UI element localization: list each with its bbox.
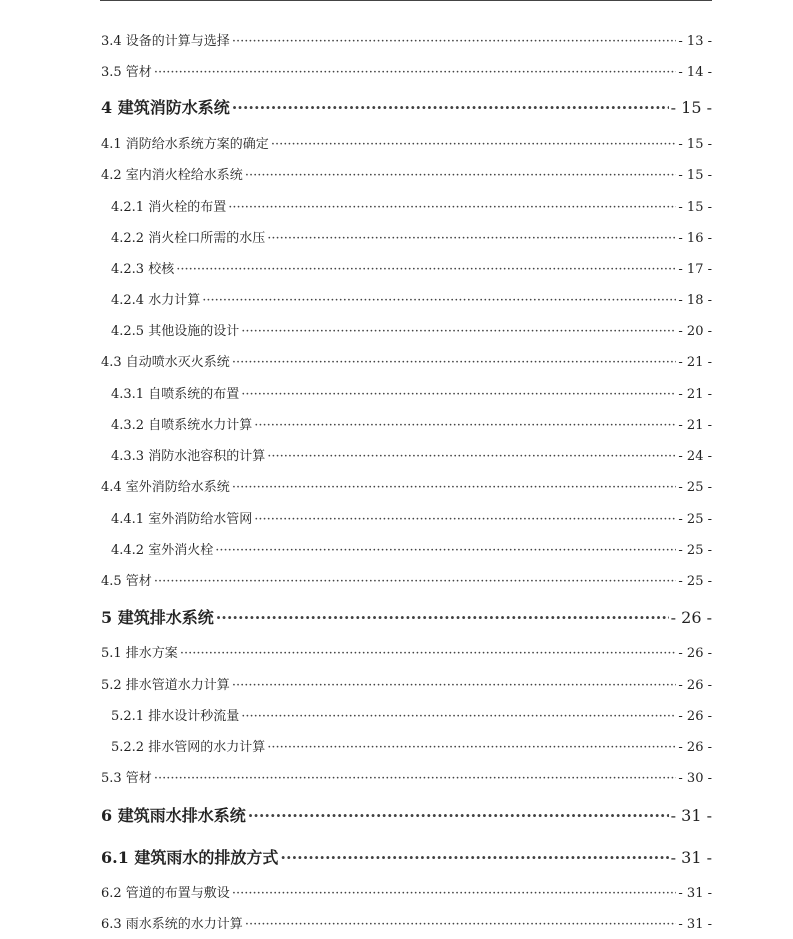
toc-entry-page: - 15 - [678,137,712,152]
toc-entry[interactable] [111,258,712,277]
toc-entry-page: - 15 - [678,200,712,215]
toc-entry-label: 4.2 室内消火栓给水系统 [101,168,243,183]
toc-entry-page: - 26 - [678,709,712,724]
dot-leader [232,886,677,901]
toc-entry-label: 6.2 管道的布置与敷设 [101,886,230,901]
dot-leader [245,168,677,183]
toc-entry-page: - 30 - [678,771,712,786]
dot-leader [254,512,676,527]
toc-entry[interactable] [101,767,712,786]
toc-entry[interactable] [111,445,712,464]
toc-entry-label: 4.3.3 消防水池容积的计算 [111,449,266,464]
toc-entry-label: 4 建筑消防水系统 [101,98,230,117]
toc-entry-page: - 18 - [678,293,712,308]
toc-entry[interactable] [101,61,712,80]
dot-leader [267,740,676,755]
toc-entry-label: 4.3 自动喷水灭火系统 [101,355,230,370]
toc-entry-label: 5.2.1 排水设计秒流量 [111,709,240,724]
toc-entry-label: 6 建筑雨水排水系统 [101,806,246,825]
dot-leader [232,355,677,370]
dot-leader [202,293,676,308]
toc-entry-label: 6.1 建筑雨水的排放方式 [101,848,279,867]
dot-leader [176,262,676,277]
toc-entry-page: - 21 - [678,387,712,402]
toc-entry-page: - 25 - [678,480,712,495]
toc-entry[interactable] [101,882,712,901]
toc-entry[interactable] [101,164,712,183]
toc-entry-page: - 31 - [678,886,712,901]
toc-entry-label: 4.2.2 消火栓口所需的水压 [111,231,266,246]
toc-entry-page: - 21 - [678,355,712,370]
dot-leader [271,137,677,152]
toc-entry[interactable] [101,133,712,152]
toc-entry[interactable] [111,320,712,339]
toc-entry[interactable] [111,227,712,246]
toc-entry-label: 5.2 排水管道水力计算 [101,678,230,693]
toc-entry[interactable] [101,30,712,49]
toc-entry-label: 4.4.1 室外消防给水管网 [111,512,253,527]
dot-leader [228,200,676,215]
top-rule [100,0,712,1]
toc-entry-label: 4.3.1 自喷系统的布置 [111,387,240,402]
toc-entry-page: - 16 - [678,231,712,246]
dot-leader [280,848,668,867]
toc-entry[interactable] [111,289,712,308]
toc-entry[interactable] [101,351,712,370]
toc-entry-page: - 20 - [678,324,712,339]
toc-entry-page: - 26 - [670,608,712,627]
dot-leader [232,98,669,117]
toc-entry-page: - 21 - [678,418,712,433]
toc-chapter-entry[interactable] [101,605,712,628]
toc-entry-page: - 26 - [678,646,712,661]
dot-leader [267,231,676,246]
toc-entry-page: - 31 - [670,848,712,867]
toc-entry-label: 4.1 消防给水系统方案的确定 [101,137,269,152]
dot-leader [267,449,676,464]
toc-entry-page: - 25 - [678,543,712,558]
dot-leader [216,608,669,627]
toc-entry-label: 4.2.4 水力计算 [111,293,201,308]
toc-entry-label: 5.1 排水方案 [101,646,178,661]
toc-entry[interactable] [111,508,712,527]
toc-entry-page: - 15 - [670,98,712,117]
toc-chapter-entry[interactable] [101,95,712,118]
toc-entry-label: 4.2.3 校核 [111,262,175,277]
toc-entry-page: - 31 - [678,917,712,932]
toc-entry-page: - 26 - [678,740,712,755]
toc-entry-page: - 26 - [678,678,712,693]
dot-leader [232,480,677,495]
toc-entry[interactable] [111,414,712,433]
toc-entry-label: 4.4 室外消防给水系统 [101,480,230,495]
toc-entry-label: 4.5 管材 [101,574,152,589]
toc-entry[interactable] [111,383,712,402]
toc-entry-page: - 31 - [670,806,712,825]
toc-entry[interactable] [111,705,712,724]
toc-entry-label: 4.4.2 室外消火栓 [111,543,214,558]
dot-leader [154,771,677,786]
toc-entry-page: - 17 - [678,262,712,277]
toc-entry[interactable] [111,196,712,215]
toc-entry-label: 4.2.5 其他设施的设计 [111,324,240,339]
dot-leader [254,418,676,433]
dot-leader [241,387,676,402]
toc-entry[interactable] [101,913,712,932]
dot-leader [215,543,676,558]
toc-entry-page: - 14 - [678,65,712,80]
toc-entry-label: 5 建筑排水系统 [101,608,214,627]
toc-entry-page: - 25 - [678,574,712,589]
toc-entry-page: - 13 - [678,34,712,49]
toc-chapter-entry[interactable] [101,803,712,826]
toc-entry[interactable] [101,476,712,495]
toc-entry[interactable] [101,642,712,661]
toc-entry-label: 5.2.2 排水管网的水力计算 [111,740,266,755]
toc-entry-label: 4.3.2 自喷系统水力计算 [111,418,253,433]
toc-entry-label: 3.4 设备的计算与选择 [101,34,230,49]
toc-entry-page: - 15 - [678,168,712,183]
toc-entry-label: 3.5 管材 [101,65,152,80]
toc-entry-page: - 25 - [678,512,712,527]
toc-entry[interactable] [101,570,712,589]
dot-leader [154,574,677,589]
dot-leader [248,806,669,825]
dot-leader [241,709,676,724]
toc-entry-label: 4.2.1 消火栓的布置 [111,200,227,215]
dot-leader [154,65,677,80]
dot-leader [232,34,677,49]
dot-leader [241,324,676,339]
toc-entry[interactable] [111,539,712,558]
dot-leader [245,917,677,932]
toc-entry-label: 5.3 管材 [101,771,152,786]
dot-leader [232,678,677,693]
toc-entry[interactable] [111,736,712,755]
toc-chapter-entry[interactable] [101,845,712,868]
dot-leader [180,646,677,661]
toc-entry-page: - 24 - [678,449,712,464]
toc-entry-label: 6.3 雨水系统的水力计算 [101,917,243,932]
toc-entry[interactable] [101,674,712,693]
